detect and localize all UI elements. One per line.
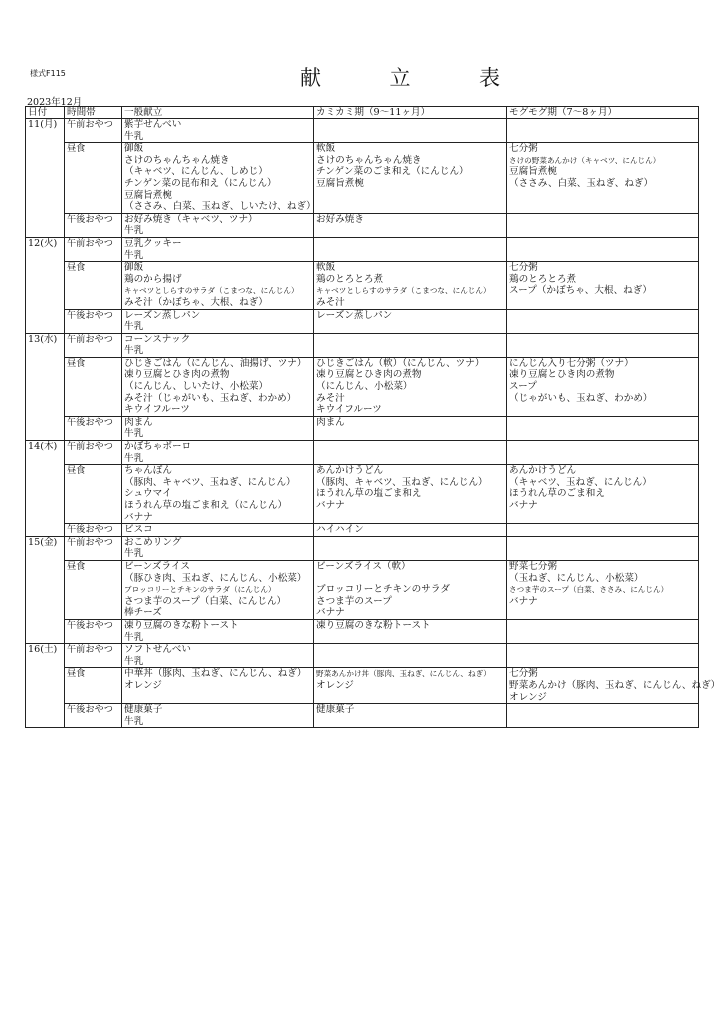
menu-line: 七分粥 [509,143,538,155]
kamikami-menu-cell [314,333,507,357]
menu-line: バナナ [509,500,538,511]
mogumogu-menu-cell [507,237,699,261]
menu-line: お好み焼き（キャベツ、ツナ） [124,213,258,225]
kamikami-menu-cell [314,704,507,728]
time-slot-cell: 午後おやつ [65,619,122,643]
general-menu-cell [122,644,314,668]
time-slot-cell: 午前おやつ [65,644,122,668]
menu-line: 健康菓子 [124,704,163,716]
kamikami-menu-cell [314,536,507,560]
menu-line: キウイフルーツ [124,404,190,416]
kamikami-menu-cell [314,441,507,465]
menu-line: 牛乳 [124,655,144,667]
menu-line: 鶏のから揚げ [124,273,182,285]
table-row [26,333,699,357]
general-menu-cell [122,668,314,704]
menu-line: みそ汁（かぼちゃ、大根、ねぎ） [124,296,268,308]
menu-line: あんかけうどん [509,465,577,477]
menu-line: 牛乳 [124,631,144,643]
menu-line: ほうれん草の塩ごま和え（にんじん） [124,500,288,511]
menu-line: （にんじん、小松菜） [316,381,413,393]
menu-line: キャベツとしらすのサラダ（こまつな、にんじん） [124,286,299,296]
menu-line: バナナ [316,500,345,511]
menu-line: 野菜あんかけ丼（豚肉、玉ねぎ、にんじん、ねぎ） [316,669,491,679]
time-slot-cell: 昼食 [65,357,122,416]
menu-line: さつま芋のスープ（白菜、ささみ、にんじん） [509,585,669,595]
kamikami-menu-cell [314,524,507,537]
table-row [26,668,699,704]
menu-line: キャベツとしらすのサラダ（こまつな、にんじん） [316,286,491,296]
time-slot-cell: 午後おやつ [65,416,122,440]
menu-line: （豚肉、キャベツ、玉ねぎ、にんじん） [316,476,488,488]
menu-line: 御飯 [124,262,144,274]
general-menu-cell [122,357,314,416]
menu-line: ほうれん草の塩ごま和え [316,488,422,500]
day-cell: 16(土) [26,644,65,728]
menu-line: みそ汁（じゃがいも、玉ねぎ、わかめ） [124,392,297,404]
form-code: 様式F115 [30,69,66,78]
general-menu-cell [122,560,314,619]
menu-line: （にんじん、しいたけ、小松菜） [124,381,269,393]
menu-line: バナナ [124,511,153,523]
menu-line: 鶏のとろとろ煮 [509,273,577,285]
table-row [26,704,699,728]
general-menu-cell [122,143,314,214]
table-row [26,416,699,440]
menu-line: コーンスナック [124,333,191,345]
kamikami-menu-cell [314,309,507,333]
header-slot: 時間帯 [65,107,122,119]
mogumogu-menu-cell [507,143,699,214]
table-row [26,262,699,309]
menu-line: オレンジ [316,679,354,691]
menu-line: （豚ひき肉、玉ねぎ、にんじん、小松菜） [124,572,307,584]
general-menu-cell [122,524,314,537]
menu-line: さつま芋のスープ [316,595,392,607]
table-row [26,119,699,143]
menu-line: みそ汁 [316,296,345,308]
menu-line: さけのちゃんちゃん焼き [316,154,422,166]
menu-line: 豆腐旨煮椀 [124,189,172,201]
menu-line: 牛乳 [124,715,144,727]
time-slot-cell: 午前おやつ [65,441,122,465]
mogumogu-menu-cell [507,309,699,333]
mogumogu-menu-cell [507,560,699,619]
menu-line: キウイフルーツ [316,404,382,416]
general-menu-cell [122,441,314,465]
menu-line: 棒チーズ [124,607,162,619]
kamikami-menu-cell [314,262,507,309]
header-kamikami: カミカミ期（9～11ヶ月） [314,107,507,119]
menu-line: 野菜あんかけ（豚肉、玉ねぎ、にんじん、ねぎ） [509,679,721,691]
menu-line: 豆腐旨煮椀 [316,177,364,189]
menu-line: （キャベツ、にんじん、しめじ） [124,166,268,178]
header-general: 一般献立 [122,107,314,119]
mogumogu-menu-cell [507,441,699,465]
kamikami-menu-cell [314,668,507,704]
general-menu-cell [122,465,314,524]
general-menu-cell [122,704,314,728]
table-row [26,237,699,261]
menu-line: オレンジ [124,679,162,691]
menu-line: ソフトせんべい [124,644,191,656]
menu-line: ハイハイン [316,524,364,536]
menu-line: 牛乳 [124,428,144,440]
menu-line: （ささみ、白菜、玉ねぎ、ねぎ） [509,177,654,189]
menu-line: 七分粥 [509,262,538,274]
menu-line: ほうれん草のごま和え [509,488,605,500]
menu-line [316,573,504,585]
day-cell: 12(火) [26,237,65,333]
time-slot-cell: 午前おやつ [65,237,122,261]
mogumogu-menu-cell [507,333,699,357]
menu-line: さけの野菜あんかけ（キャベツ、にんじん） [509,155,661,165]
menu-line: ちゃんぽん [124,465,172,477]
day-cell: 14(木) [26,441,65,537]
menu-line: バナナ [316,607,345,619]
table-row [26,309,699,333]
day-cell: 15(金) [26,536,65,643]
general-menu-cell [122,536,314,560]
mogumogu-menu-cell [507,119,699,143]
menu-line: 凍り豆腐のきな粉トースト [316,619,431,631]
kamikami-menu-cell [314,416,507,440]
menu-line: みそ汁 [316,392,345,404]
menu-line: 凍り豆腐とひき肉の煮物 [509,369,615,381]
menu-line: 牛乳 [124,452,144,464]
table-row [26,465,699,524]
menu-line: チンゲン菜の昆布和え（にんじん） [124,177,277,189]
menu-line: ひじきごはん（にんじん、油揚げ、ツナ） [124,357,307,369]
mogumogu-menu-cell [507,619,699,643]
table-row [26,213,699,237]
menu-line: 肉まん [316,416,345,428]
menu-line: 牛乳 [124,225,144,237]
menu-body [26,119,721,728]
menu-line: レーズン蒸しパン [124,309,201,321]
menu-line: 豆腐旨煮椀 [509,166,557,178]
menu-line: 野菜七分粥 [509,560,557,572]
menu-line: おこめリング [124,536,182,548]
general-menu-cell [122,237,314,261]
kamikami-menu-cell [314,357,507,416]
general-menu-cell [122,309,314,333]
menu-line: チンゲン菜のごま和え（にんじん） [316,166,469,178]
title-char: 立 [389,66,411,90]
table-row [26,619,699,643]
menu-line: 牛乳 [124,548,144,560]
table-row [26,357,699,416]
mogumogu-menu-cell [507,524,699,537]
menu-line: ひじきごはん（軟）（にんじん、ツナ） [316,357,485,369]
time-slot-cell: 午後おやつ [65,704,122,728]
menu-line: 牛乳 [124,345,144,357]
kamikami-menu-cell [314,213,507,237]
menu-line: （キャベツ、玉ねぎ、にんじん） [509,476,652,488]
mogumogu-menu-cell [507,536,699,560]
time-slot-cell: 昼食 [65,668,122,704]
time-slot-cell: 午後おやつ [65,309,122,333]
time-slot-cell: 午前おやつ [65,536,122,560]
menu-line: 紫芋せんべい [124,119,182,130]
menu-line: あんかけうどん [316,465,384,477]
time-slot-cell: 昼食 [65,143,122,214]
menu-line: 凍り豆腐とひき肉の煮物 [124,369,230,381]
menu-line: 中華丼（豚肉、玉ねぎ、にんじん、ねぎ） [124,668,307,680]
mogumogu-menu-cell [507,357,699,416]
menu-line: 凍り豆腐のきな粉トースト [124,619,239,631]
mogumogu-menu-cell [507,465,699,524]
menu-line: 肉まん [124,416,153,428]
general-menu-cell [122,213,314,237]
mogumogu-menu-cell [507,704,699,728]
menu-line: （ささみ、白菜、玉ねぎ、しいたけ、ねぎ） [124,201,316,213]
menu-line: （豚肉、キャベツ、玉ねぎ、にんじん） [124,476,296,488]
menu-line: ブロッコリーとチキンのサラダ [316,584,450,596]
table-row [26,524,699,537]
menu-line: ビーンズライス（軟） [316,560,411,572]
menu-line: ブロッコリーとチキンのサラダ（にんじん） [124,585,276,595]
general-menu-cell [122,333,314,357]
menu-line: 牛乳 [124,321,144,333]
menu-line: レーズン蒸しパン [316,309,393,321]
menu-line: お好み焼き [316,213,364,225]
header-date: 日付 [26,107,65,119]
header-mogumogu: モグモグ期（7～8ヶ月） [507,107,699,119]
menu-line: さつま芋のスープ（白菜、にんじん） [124,595,287,607]
day-cell: 13(水) [26,333,65,440]
menu-line: スープ [509,381,537,393]
menu-line: かぼちゃボーロ [124,441,192,453]
menu-line: ビスコ [124,524,153,536]
general-menu-cell [122,119,314,143]
menu-line: 鶏のとろとろ煮 [316,273,384,285]
menu-line: 七分粥 [509,668,538,680]
table-row [26,560,699,619]
time-slot-cell: 昼食 [65,262,122,309]
menu-line: 健康菓子 [316,704,355,716]
menu-line: さけのちゃんちゃん焼き [124,154,230,166]
menu-line: 軟飯 [316,143,336,155]
header-row [26,107,699,119]
time-slot-cell: 午後おやつ [65,213,122,237]
menu-line: オレンジ [509,691,547,703]
kamikami-menu-cell [314,644,507,668]
menu-table [25,106,721,728]
menu-line: にんじん入り七分粥（ツナ） [509,357,634,369]
time-slot-cell: 午後おやつ [65,524,122,537]
kamikami-menu-cell [314,237,507,261]
mogumogu-menu-cell [507,668,721,704]
mogumogu-menu-cell [507,213,699,237]
kamikami-menu-cell [314,119,507,143]
menu-line: 御飯 [124,143,144,155]
general-menu-cell [122,619,314,643]
mogumogu-menu-cell [507,644,699,668]
menu-line: 凍り豆腐とひき肉の煮物 [316,369,422,381]
menu-line: バナナ [509,595,538,607]
month-label: 2023年12月 [27,97,83,108]
day-cell: 11(月) [26,119,65,238]
table-row [26,536,699,560]
mogumogu-menu-cell [507,416,699,440]
menu-line: （玉ねぎ、にんじん、小松菜） [509,572,644,584]
menu-line: 豆乳クッキー [124,237,182,249]
menu-line: （じゃがいも、玉ねぎ、わかめ） [509,392,653,404]
general-menu-cell [122,262,314,309]
kamikami-menu-cell [314,619,507,643]
kamikami-menu-cell [314,560,507,619]
menu-line: スープ（かぼちゃ、大根、ねぎ） [509,285,652,297]
mogumogu-menu-cell [507,262,699,309]
menu-line: ビーンズライス [124,560,190,572]
title-char: 献 [300,66,321,90]
title-char: 表 [479,66,500,90]
time-slot-cell: 昼食 [65,560,122,619]
table-row [26,143,699,214]
time-slot-cell: 昼食 [65,465,122,524]
table-row [26,441,699,465]
general-menu-cell [122,416,314,440]
time-slot-cell: 午前おやつ [65,333,122,357]
menu-line: 軟飯 [316,262,336,274]
page-title [300,62,500,92]
kamikami-menu-cell [314,465,507,524]
menu-line: シュウマイ [124,488,172,500]
menu-line: 牛乳 [124,249,144,261]
kamikami-menu-cell [314,143,507,214]
time-slot-cell: 午前おやつ [65,119,122,143]
table-row [26,644,699,668]
menu-line: 牛乳 [124,130,144,142]
